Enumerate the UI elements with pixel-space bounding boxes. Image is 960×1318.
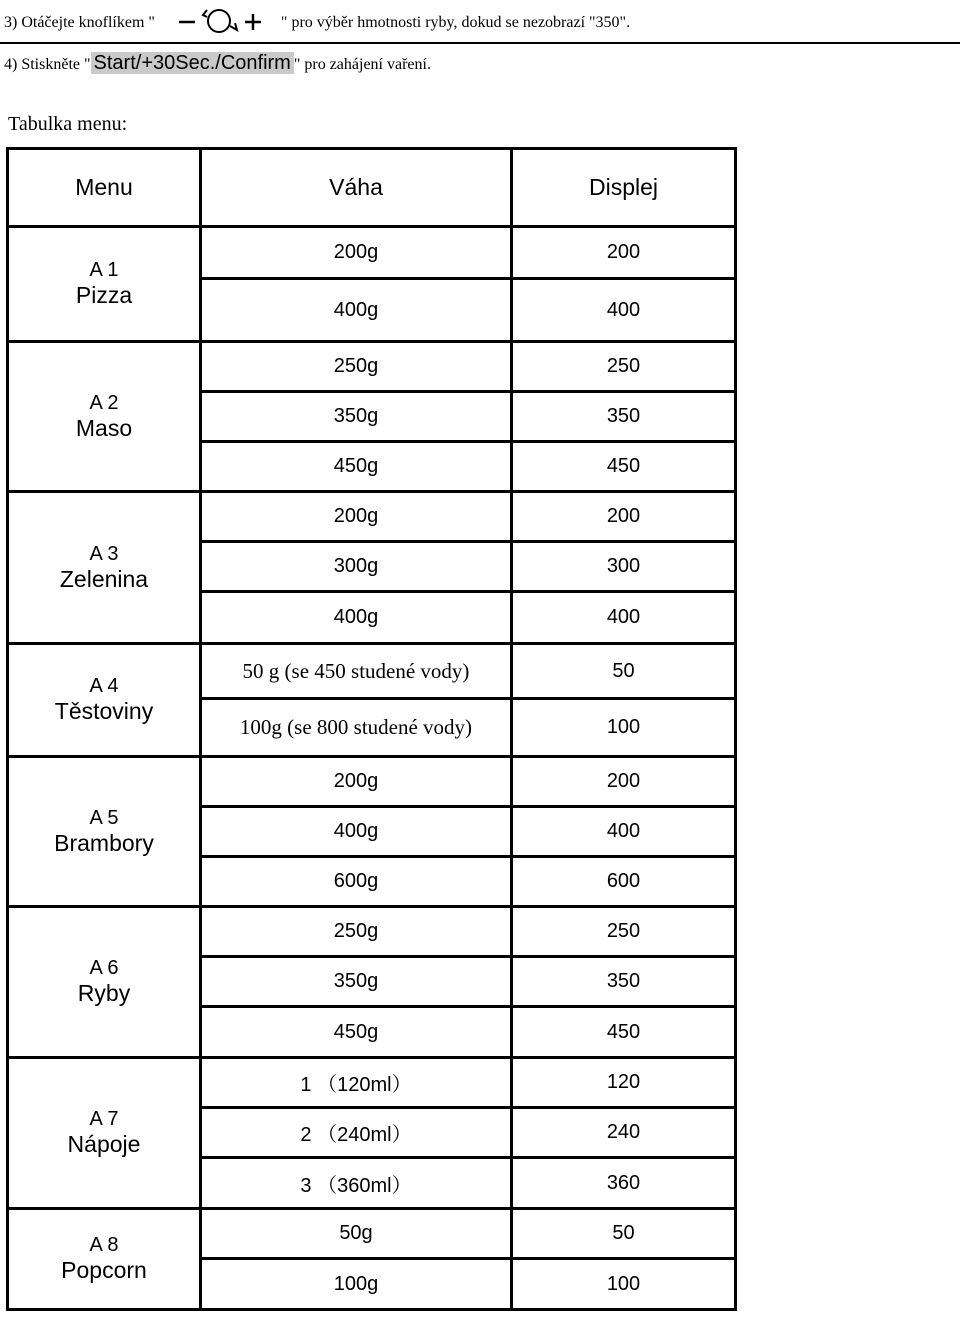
menu-program-cell xyxy=(8,907,201,1058)
weight-cell: 2 （240ml） xyxy=(201,1108,512,1158)
weight-cell: 450g xyxy=(201,442,512,492)
table-row xyxy=(8,227,736,279)
program-name: Ryby xyxy=(77,980,131,1006)
program-code: A 8 xyxy=(89,1234,119,1256)
display-cell: 300 xyxy=(512,542,736,592)
weight-cell: 200g xyxy=(201,757,512,807)
weight-cell: 400g xyxy=(201,807,512,857)
program-name: Brambory xyxy=(54,829,154,856)
display-cell: 350 xyxy=(512,957,736,1007)
menu-program-cell xyxy=(8,757,201,907)
program-code: A 4 xyxy=(89,675,119,697)
weight-cell: 250g xyxy=(201,907,512,957)
program-code: A 6 xyxy=(89,957,119,979)
display-cell: 120 xyxy=(512,1058,736,1108)
table-header-row xyxy=(8,149,736,227)
display-cell: 360 xyxy=(512,1158,736,1209)
header-weight: Váha xyxy=(201,149,512,227)
display-cell: 600 xyxy=(512,857,736,907)
program-name: Popcorn xyxy=(61,1257,147,1283)
table-row xyxy=(8,644,736,699)
display-cell: 350 xyxy=(512,392,736,442)
table-title: Tabulka menu: xyxy=(8,113,128,135)
display-cell: 400 xyxy=(512,279,736,342)
table-row xyxy=(8,1058,736,1108)
menu-program-cell xyxy=(8,1209,201,1310)
weight-cell: 50 g (se 450 studené vody) xyxy=(201,644,512,699)
weight-cell: 350g xyxy=(201,392,512,442)
program-code: A 3 xyxy=(89,542,119,565)
step-3-text-after: " pro výběr hmotnosti ryby, dokud se nezobrazí "350". xyxy=(280,14,631,32)
display-cell: 200 xyxy=(512,227,736,279)
start-confirm-button-label: Start/+30Sec./Confirm xyxy=(91,52,294,74)
weight-cell: 600g xyxy=(201,857,512,907)
weight-cell: 400g xyxy=(201,592,512,644)
weight-cell: 200g xyxy=(201,227,512,279)
divider-line xyxy=(0,42,960,44)
table-body xyxy=(8,227,736,1310)
display-cell: 240 xyxy=(512,1108,736,1158)
weight-cell: 450g xyxy=(201,1007,512,1058)
display-cell: 250 xyxy=(512,342,736,392)
program-name: Nápoje xyxy=(67,1131,141,1157)
program-name: Pizza xyxy=(75,282,133,308)
display-cell: 400 xyxy=(512,592,736,644)
menu-table xyxy=(6,147,737,1311)
weight-cell: 300g xyxy=(201,542,512,592)
display-cell: 250 xyxy=(512,907,736,957)
display-cell: 450 xyxy=(512,442,736,492)
program-name: Těstoviny xyxy=(54,698,154,724)
table-row xyxy=(8,907,736,957)
menu-program-cell xyxy=(8,644,201,757)
weight-cell: 3 （360ml） xyxy=(201,1158,512,1209)
step-3-instruction xyxy=(4,6,630,41)
menu-program-cell xyxy=(8,492,201,644)
menu-program-cell xyxy=(8,227,201,342)
weight-cell: 400g xyxy=(201,279,512,342)
program-name: Zelenina xyxy=(59,565,149,592)
weight-cell: 200g xyxy=(201,492,512,542)
weight-cell: 1 （120ml） xyxy=(201,1058,512,1108)
table-row xyxy=(8,757,736,807)
step-3-text-before: 3) Otáčejte knoflíkem " xyxy=(4,14,155,32)
step-4-instruction xyxy=(4,52,431,75)
display-cell: 200 xyxy=(512,757,736,807)
table-row xyxy=(8,1209,736,1259)
display-cell: 100 xyxy=(512,699,736,757)
menu-program-cell xyxy=(8,1058,201,1209)
program-code: A 5 xyxy=(89,806,119,829)
program-code: A 2 xyxy=(89,391,119,414)
header-display: Displej xyxy=(512,149,736,227)
weight-cell: 350g xyxy=(201,957,512,1007)
weight-cell: 100g (se 800 studené vody) xyxy=(201,699,512,757)
display-cell: 50 xyxy=(512,1209,736,1259)
step-4-text-before: 4) Stiskněte " xyxy=(4,56,91,73)
program-name: Maso xyxy=(75,414,133,441)
header-menu: Menu xyxy=(8,149,201,227)
program-code: A 1 xyxy=(89,259,119,281)
display-cell: 400 xyxy=(512,807,736,857)
step-4-text-after: " pro zahájení vaření. xyxy=(293,56,431,73)
weight-cell: 100g xyxy=(201,1259,512,1310)
program-code: A 7 xyxy=(89,1108,119,1130)
display-cell: 100 xyxy=(512,1259,736,1310)
display-cell: 200 xyxy=(512,492,736,542)
menu-program-cell xyxy=(8,342,201,492)
table-row xyxy=(8,342,736,392)
table-row xyxy=(8,492,736,542)
weight-cell: 50g xyxy=(201,1209,512,1259)
display-cell: 450 xyxy=(512,1007,736,1058)
display-cell: 50 xyxy=(512,644,736,699)
rotary-knob-icon xyxy=(177,6,267,41)
weight-cell: 250g xyxy=(201,342,512,392)
